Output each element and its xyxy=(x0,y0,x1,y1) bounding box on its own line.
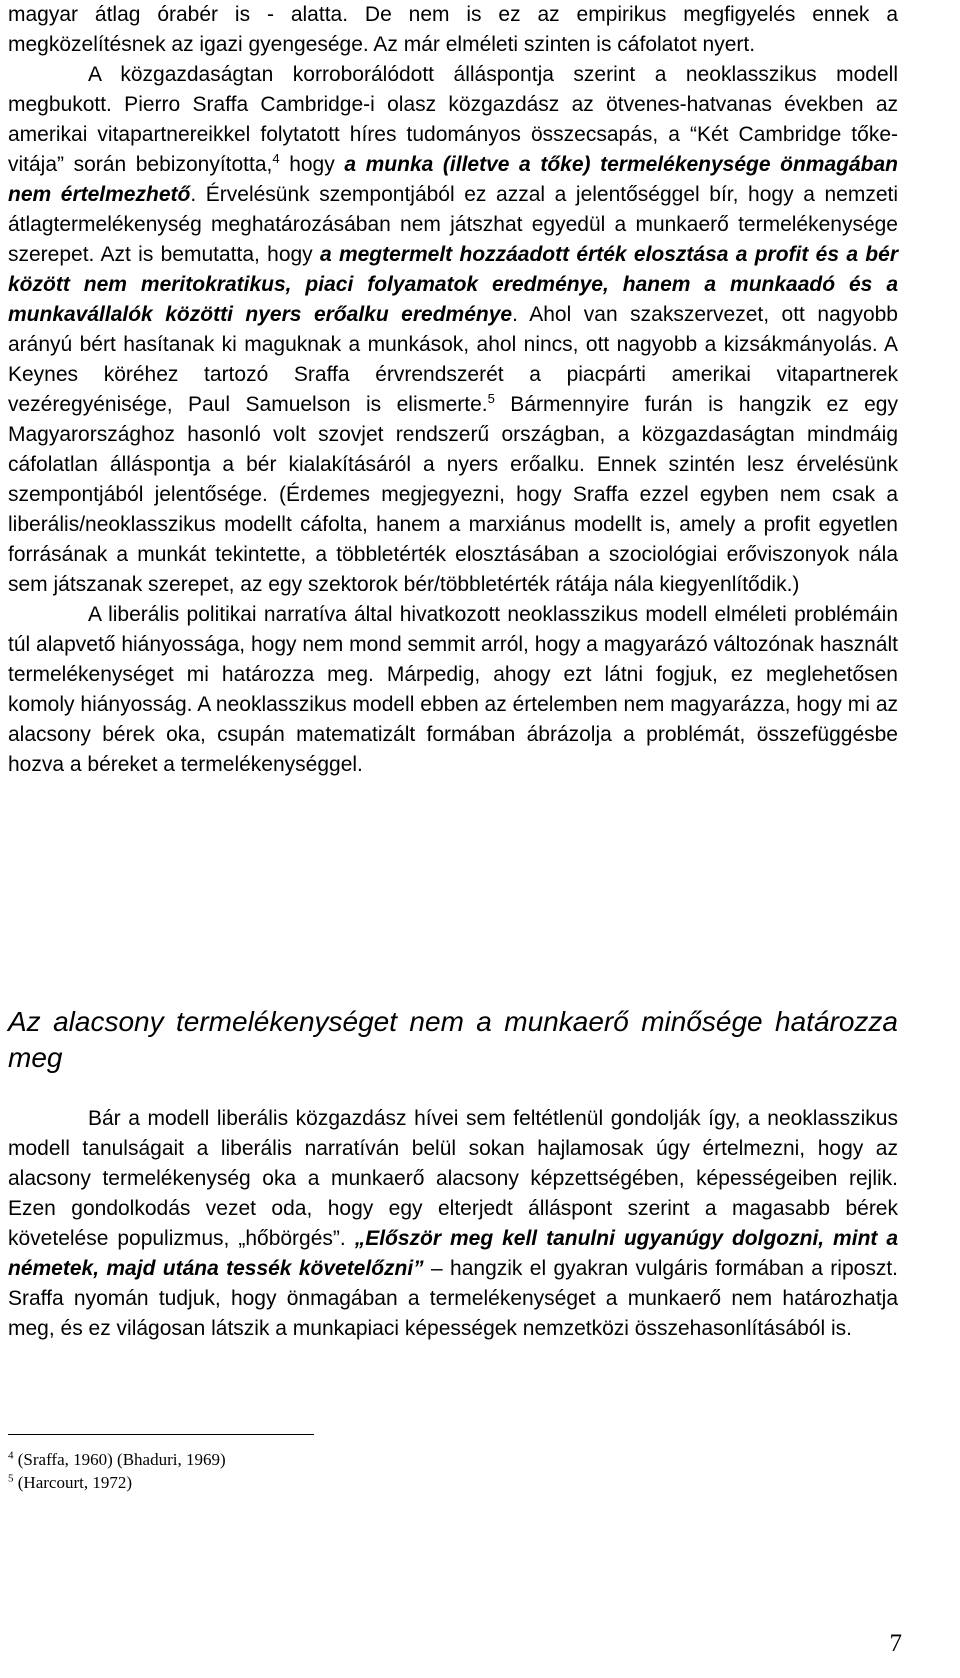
paragraph-1-text: magyar átlag órabér is - alatta. De nem is ez az empirikus megfigyelés ennek a megközelítésnek az igazi gyengesége. Az már elméleti szinten is cáfolatot nyert. xyxy=(8,3,898,56)
paragraph-4-text-b: – hangzik el gyakran vulgáris formában a riposzt. Sraffa nyomán tudjuk, hogy önmagában a termelékenységet a munkaerő nem határozhatja meg, és ez világosan látszik a munkapiaci képességek nemzetközi összehasonlításából is. xyxy=(8,1257,898,1340)
page-number: 7 xyxy=(889,1630,902,1657)
section-heading: Az alacsony termelékenységet nem a munkaerő minősége határozza meg xyxy=(8,1006,898,1073)
paragraph-4-quote: „Először meg kell tanulni ugyanúgy dolgozni, mint a németek, majd utána tessék követelőzni” xyxy=(8,1227,899,1280)
paragraph-2 xyxy=(8,60,898,600)
body-text-bottom xyxy=(8,1104,898,1344)
paragraph-2-text-d: . Ahol van szakszervezet, ott nagyobb arányú bért hasítanak ki maguknak a munkások, ahol nincs, ott nagyobb a kizsákmányolás. A Keynes köréhez tartozó Sraffa érvrendszerét a piacpárti amerikai vitapartnerek vezéregyénisége, Paul Samuelson is elismerte. xyxy=(8,303,898,416)
footnote-4-number: 4 xyxy=(8,1449,14,1462)
body-text-top xyxy=(8,0,898,780)
paragraph-3 xyxy=(8,600,898,780)
paragraph-1 xyxy=(8,0,898,60)
paragraph-3-text: A liberális politikai narratíva által hivatkozott neoklasszikus modell elméleti problémáin túl alapvető hiányossága, hogy nem mond semmit arról, hogy a magyarázó változónak használt termelékenységet mi határozza meg. Márpedig, ahogy ezt látni fogjuk, ez meglehetősen komoly hiányosság. A neoklasszikus modell ebben az értelemben nem magyarázza, hogy mi az alacsony bérek oka, csupán matematizált formában ábrázolja a problémát, összefüggésbe hozva a béreket a termelékenységgel. xyxy=(8,603,898,776)
footnote-4-text: (Sraffa, 1960) (Bhaduri, 1969) xyxy=(13,1450,226,1469)
paragraph-4 xyxy=(8,1104,898,1344)
footnote-ref-4: 4 xyxy=(272,151,280,166)
paragraph-2-emphasis-2: a megtermelt hozzáadott érték elosztása a profit és a bér között nem meritokratikus, piaci folyamatok eredménye, hanem a munkaadó és a munkavállalók közötti nyers erőalku eredménye xyxy=(8,243,898,326)
paragraph-2-text-a: A közgazdaságtan korroborálódott álláspontja szerint a neoklasszikus modell megbukott. Pierro Sraffa Cambridge-i olasz közgazdász az ötvenes-hatvanas években az amerikai vitapartnereikkel folytatott híres tudományos összecsapás, a “Két Cambridge tőke-vitája” során bebizonyította, xyxy=(8,63,898,176)
paragraph-2-emphasis-1: a munka (illetve a tőke) termelékenysége önmagában nem értelmezhető xyxy=(8,153,898,206)
paragraph-2-text-e: Bármennyire furán is hangzik ez egy Magyarországhoz hasonló volt szovjet rendszerű országban, a közgazdaságtan mindmáig cáfolatlan álláspontja a bér kialakításáról a nyers erőalku. Ennek szintén lesz érvelésünk szempontjából jelentősége. (Érdemes megjegyezni, hogy Sraffa ezzel egyben nem csak a liberális/neoklasszikus modellt cáfolta, hanem a marxiánus modellt is, amely a profit egyetlen forrásának a munkát tekintette, a többletérték elosztásában a szociológiai erőviszonyok nála sem játszanak szerepet, az egy szektorok bér/többletérték rátája nála kiegyenlítődik.) xyxy=(8,393,898,596)
footnote-5 xyxy=(8,1473,708,1493)
paragraph-2-text-b: hogy xyxy=(279,153,345,176)
footnote-4 xyxy=(8,1450,708,1470)
footnote-separator xyxy=(8,1434,314,1435)
footnote-ref-5: 5 xyxy=(487,391,495,406)
footnote-5-text: (Harcourt, 1972) xyxy=(13,1473,132,1492)
paragraph-4-text-a: Bár a modell liberális közgazdász hívei sem feltétlenül gondolják így, a neoklasszikus modell tanulságait a liberális narratíván belül sokan hajlamosak úgy értelmezni, hogy az alacsony termelékenység oka a munkaerő alacsony képzettségében, képességeiben rejlik. Ezen gondolkodás vezet oda, hogy egy elterjedt álláspont szerint a magasabb bérek követelése populizmus, „hőbörgés”. xyxy=(8,1107,898,1250)
paragraph-2-text-c: . Érvelésünk szempontjából ez azzal a jelentőséggel bír, hogy a nemzeti átlagtermelékenység meghatározásában nem játszhat egyedül a munkaerő termelékenysége szerepet. Azt is bemutatta, hogy xyxy=(8,183,898,266)
footnote-5-number: 5 xyxy=(8,1472,14,1485)
